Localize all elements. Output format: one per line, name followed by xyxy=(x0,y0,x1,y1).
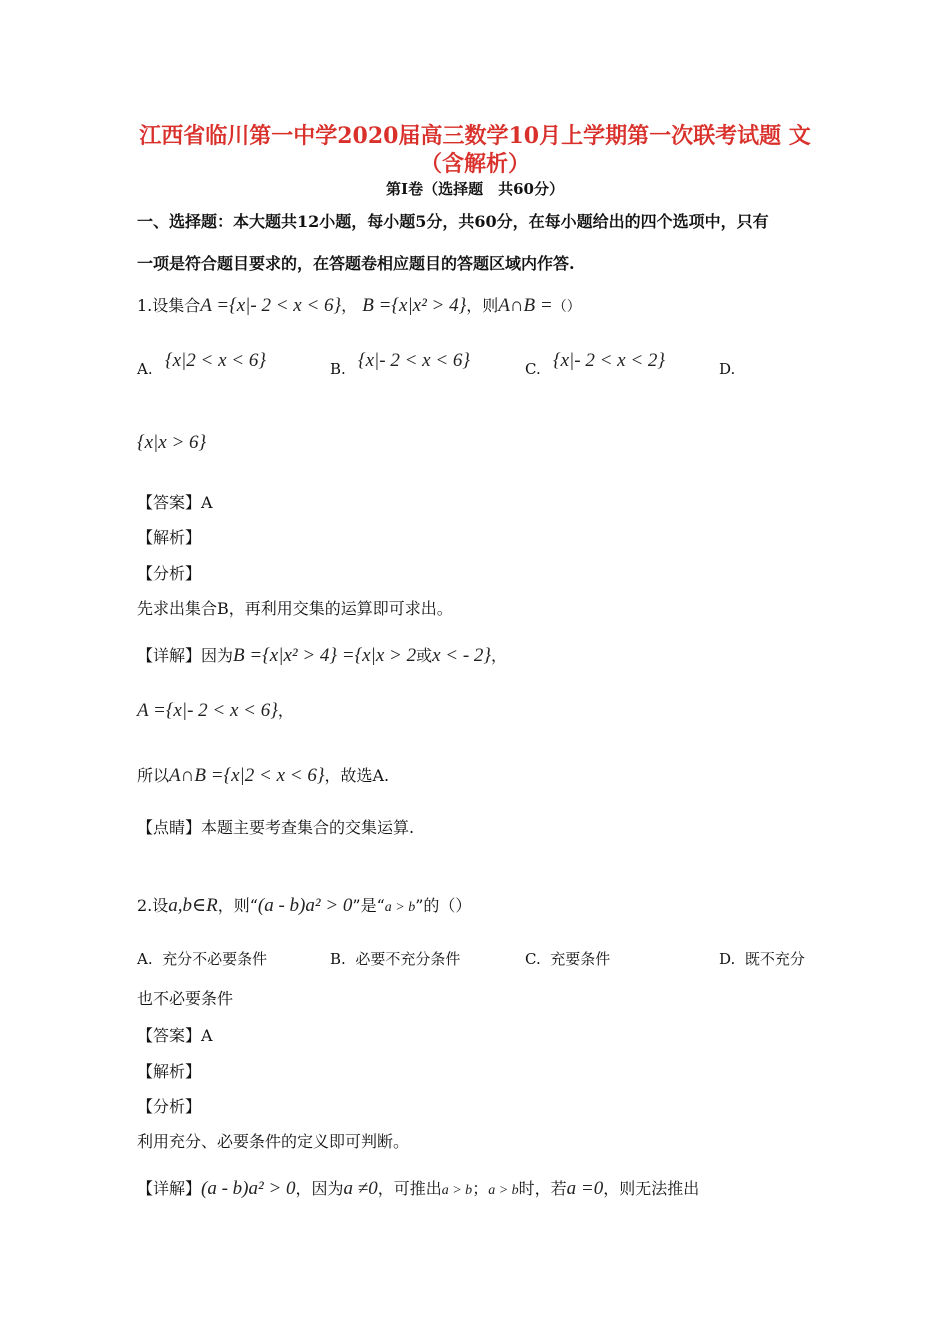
q2-option-b xyxy=(330,948,460,969)
q2-detail-line xyxy=(137,1178,699,1202)
q1-option-a-label: A. xyxy=(137,360,153,378)
q1-option-c-label: C. xyxy=(525,360,541,378)
q1-option-b: {x|- 2 < x < 6} xyxy=(358,350,471,371)
instructions-line2: 一项是符合题目要求的，在答题卷相应题目的答题区域内作答. xyxy=(137,254,575,273)
q1-fenxi: 【分析】 xyxy=(137,564,202,583)
q1-stem xyxy=(137,295,581,318)
q2-stem xyxy=(137,895,471,919)
q2-fenxi: 【分析】 xyxy=(137,1097,202,1116)
q1-detail-line3-prefix: 所以 xyxy=(137,766,170,785)
q2-mid1: ，则“ xyxy=(217,896,258,915)
document-title-line2: （含解析） xyxy=(419,151,530,177)
q2-cond: a,b∈R xyxy=(168,895,218,916)
q2-detail-t3: ； xyxy=(472,1179,489,1198)
q2-option-c-text: 充要条件 xyxy=(550,950,611,968)
document-title-line1: 江西省临川第一中学2020届高三数学10月上学期第一次联考试题 文 xyxy=(139,123,811,149)
q2-detail-t4: 时，若 xyxy=(518,1179,567,1198)
q1-detail-prefix: 【详解】因为 xyxy=(137,646,234,665)
q1-detail-line3-suffix: ，故选A. xyxy=(324,766,390,785)
q2-suffix: ”的（） xyxy=(415,896,472,915)
q1-option-d-label: D. xyxy=(719,360,736,378)
q1-prefix: 1.设集合 xyxy=(137,296,201,315)
q2-detail-t5: ，则无法推出 xyxy=(603,1179,700,1198)
q2-detail-m4: a =0 xyxy=(566,1178,604,1199)
q1-option-a: {x|2 < x < 6} xyxy=(165,350,266,371)
q2-detail-t1: ，因为 xyxy=(295,1179,344,1198)
q1-option-d: {x|x > 6} xyxy=(137,432,207,453)
q2-detail-m2: a > b xyxy=(441,1183,473,1198)
q2-option-d-cont: 也不必要条件 xyxy=(137,989,234,1008)
q2-option-c-label: C. xyxy=(525,950,541,968)
q2-option-d-text: 既不充分 xyxy=(744,950,805,968)
q1-answer: 【答案】A xyxy=(137,493,213,512)
q1-detail-line3-math: A∩B ={x|2 < x < 6} xyxy=(169,765,325,786)
q1-set-a: A ={x|- 2 < x < 6} xyxy=(200,295,342,316)
q2-answer: 【答案】A xyxy=(137,1026,213,1045)
q2-option-a xyxy=(137,948,267,969)
q2-expr: (a - b)a² > 0 xyxy=(257,895,353,916)
q1-detail-math1: B ={x|x² > 4} ={x|x > 2 xyxy=(233,645,417,666)
q1-detail-line2 xyxy=(137,700,294,722)
q1-option-b-label: B. xyxy=(330,360,346,378)
q1-detail-line2-suffix: ， xyxy=(277,701,294,720)
q1-dianjing: 【点睛】本题主要考查集合的交集运算. xyxy=(137,818,415,837)
q1-detail-line2-math: A ={x|- 2 < x < 6} xyxy=(137,700,278,721)
q2-jiexi: 【解析】 xyxy=(137,1062,202,1081)
q2-detail-t2: ，可推出 xyxy=(377,1179,442,1198)
q2-expr2: a > b xyxy=(384,900,416,915)
q1-detail-or: 或 xyxy=(416,646,433,665)
q1-option-c: {x|- 2 < x < 2} xyxy=(553,350,666,371)
q2-prefix: 2.设 xyxy=(137,896,169,915)
q2-option-b-text: 必要不充分条件 xyxy=(355,950,461,968)
q2-mid2: ”是“ xyxy=(352,896,385,915)
q2-option-d-label: D. xyxy=(719,950,736,968)
q2-option-a-label: A. xyxy=(137,950,153,968)
q1-sep: ， xyxy=(341,296,358,315)
q2-option-d xyxy=(719,948,805,969)
q1-detail-comma: ， xyxy=(491,646,508,665)
instructions-line1: 一、选择题：本大题共12小题，每小题5分，共60分，在每小题给出的四个选项中，只有 xyxy=(137,212,769,231)
q1-expr: A∩B = xyxy=(498,295,553,316)
q1-detail-line3 xyxy=(137,765,389,787)
q1-paren: （） xyxy=(552,299,581,315)
q2-detail-m1: a ≠0 xyxy=(343,1178,378,1199)
q2-option-b-label: B. xyxy=(330,950,346,968)
q2-detail-prefix: 【详解】 xyxy=(137,1179,202,1198)
q1-suffix: ，则 xyxy=(466,296,499,315)
q1-detail-line1 xyxy=(137,645,507,667)
q2-detail-expr: (a - b)a² > 0 xyxy=(201,1178,296,1199)
q2-detail-m3: a > b xyxy=(488,1183,519,1198)
q2-option-c xyxy=(525,948,610,969)
q1-jiexi: 【解析】 xyxy=(137,528,202,547)
q2-option-a-text: 充分不必要条件 xyxy=(162,950,268,968)
q1-set-b: B ={x|x² > 4} xyxy=(362,295,467,316)
q1-detail-math2: x < - 2} xyxy=(432,645,492,666)
q1-fenxi-text: 先求出集合B，再利用交集的运算即可求出。 xyxy=(137,599,453,618)
q2-fenxi-text: 利用充分、必要条件的定义即可判断。 xyxy=(137,1132,410,1151)
section-header: 第Ⅰ卷（选择题 共60分） xyxy=(386,180,564,198)
